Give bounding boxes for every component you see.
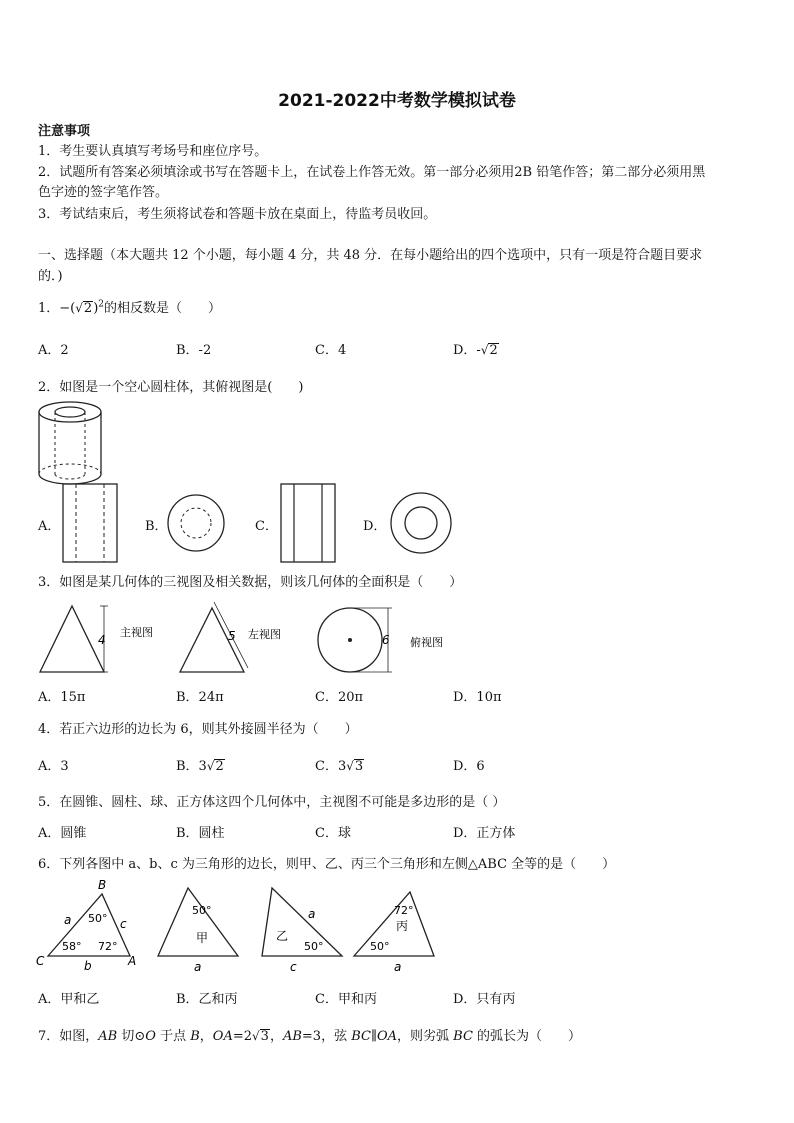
bing-left-angle-label: 50° [370, 940, 390, 953]
q7-text: ， [199, 1029, 213, 1044]
q4-option-b: B．3√2 [176, 759, 224, 774]
side-b-label: b [84, 959, 92, 973]
q6-triangle-bing [348, 880, 440, 976]
q7-var: AB [98, 1029, 118, 1044]
q7-text: 7．如图， [38, 1029, 99, 1044]
q7-var: OA [212, 1029, 233, 1044]
hollow-cylinder-figure [34, 398, 106, 490]
q1-option-d-radicand: 2 [489, 343, 498, 358]
jia-angle-label: 50° [192, 904, 212, 917]
question-1: 1．$-(√2)^2$的相反数是（ ） [38, 299, 222, 316]
notice-item: 3．考试结束后，考生须将试卷和答题卡放在桌面上，待监考员收回。 [38, 207, 437, 222]
q7-var: OA [376, 1029, 398, 1044]
q2-option-a-label: A． [38, 519, 61, 534]
q1-option-d-label: D．- [453, 343, 481, 358]
q7-text: 于点 [155, 1029, 191, 1044]
angle-a-label: 72° [98, 940, 118, 953]
q1-expr: −( [59, 301, 76, 316]
question-4: 4．若正六边形的边长为 6，则其外接圆半径为（ ） [38, 722, 358, 737]
q5-option-b: B．圆柱 [176, 826, 225, 841]
q6-triangle-yi [256, 880, 348, 976]
q7-var: B [190, 1029, 200, 1044]
q7-var: AB [282, 1029, 302, 1044]
jia-name-label: 甲 [196, 931, 209, 945]
q2-option-b-label: B． [145, 519, 168, 534]
q3-option-d: D．10π [453, 690, 502, 705]
q2-option-a-figure [60, 482, 120, 564]
q7-text: ， [269, 1029, 283, 1044]
question-6: 6．下列各图中 a、b、c 为三角形的边长，则甲、乙、丙三个三角形和左侧△ABC 全等的是（ ） [38, 857, 616, 872]
q1-option-a: A．2 [38, 343, 69, 358]
q6-option-c: C．甲和丙 [315, 992, 377, 1007]
vertex-a-label: A [128, 954, 137, 968]
q3-option-a: A．15π [38, 690, 86, 705]
q3-front-view-figure [36, 600, 166, 676]
q4-option-c-radicand: 3 [354, 759, 364, 774]
notice-item: 色字迹的签字笔作答。 [38, 185, 169, 200]
q3-left-slant: 5 [228, 629, 236, 643]
q3-front-label: 主视图 [120, 626, 153, 639]
yi-side-c-label: c [290, 960, 297, 974]
section-heading-cont: 的．) [38, 269, 63, 284]
q4-option-b-radicand: 2 [215, 759, 224, 774]
bing-side-label: a [394, 960, 402, 974]
q1-option-d: D．-√2 [453, 343, 498, 358]
q3-front-height: 4 [98, 633, 106, 647]
q6-option-b: B．乙和丙 [176, 992, 238, 1007]
q7-text: 切⊙ [117, 1029, 146, 1044]
angle-b-label: 50° [88, 912, 108, 925]
vertex-c-label: C [36, 954, 45, 968]
side-c-label: c [120, 917, 127, 931]
q6-triangle-abc [34, 876, 146, 974]
angle-c-label: 58° [62, 940, 82, 953]
bing-name-label: 丙 [396, 919, 409, 933]
q1-option-c: C．4 [315, 343, 347, 358]
q5-option-d: D．正方体 [453, 826, 516, 841]
q7-text: =2 [232, 1029, 252, 1044]
q4-option-d: D．6 [453, 759, 485, 774]
q3-option-c: C．20π [315, 690, 364, 705]
question-7: 7．如图，AB 切⊙O 于点 B，OA=2√3，AB=3，弦 BC∥OA，则劣弧 BC 的弧长为（ ） [38, 1029, 582, 1044]
q7-var: BC [351, 1029, 371, 1044]
section-heading: 一、选择题（本大题共 12 个小题，每小题 4 分，共 48 分．在每小题给出的四个选项中，只有一项是符合题目要求 [38, 248, 703, 263]
q2-option-d-label: D． [363, 519, 387, 534]
notice-item: 1．考生要认真填写考场号和座位序号。 [38, 144, 268, 159]
q1-paren: ) [93, 301, 99, 316]
yi-name-label: 乙 [276, 929, 289, 943]
question-3: 3．如图是某几何体的三视图及相关数据，则该几何体的全面积是（ ） [38, 575, 463, 590]
q2-option-d-figure [388, 490, 454, 556]
q5-option-c: C．球 [315, 826, 351, 841]
yi-side-a-label: a [308, 907, 316, 921]
q1-text: 的相反数是（ ） [104, 301, 222, 316]
q6-option-d: D．只有丙 [453, 992, 516, 1007]
q2-option-c-label: C． [255, 519, 278, 534]
q3-left-label: 左视图 [248, 628, 281, 641]
question-2: 2．如图是一个空心圆柱体，其俯视图是( ) [38, 380, 304, 395]
page-title: 2021-2022中考数学模拟试卷 [278, 91, 516, 111]
q7-text: ，则劣弧 [397, 1029, 454, 1044]
q1-radicand: 2 [83, 301, 93, 316]
q7-var: O [145, 1029, 156, 1044]
notice-heading: 注意事项 [38, 124, 91, 139]
q1-power: 2 [98, 299, 104, 310]
q4-option-a: A．3 [38, 759, 69, 774]
q3-left-view-figure [176, 600, 296, 676]
bing-top-angle-label: 72° [394, 904, 414, 917]
question-5: 5．在圆锥、圆柱、球、正方体这四个几何体中，主视图不可能是多边形的是（ ） [38, 795, 506, 810]
q4-option-c: C．3√3 [315, 759, 364, 774]
q5-option-a: A．圆锥 [38, 826, 87, 841]
q6-option-a: A．甲和乙 [38, 992, 100, 1007]
q7-text: =3，弦 [301, 1029, 352, 1044]
q3-option-b: B．24π [176, 690, 224, 705]
vertex-b-label: B [98, 878, 107, 892]
q2-option-c-figure [278, 482, 338, 564]
q1-option-b: B．-2 [176, 343, 212, 358]
q1-number: 1． [38, 301, 60, 316]
q3-top-label: 俯视图 [410, 636, 443, 649]
q3-top-diameter: 6 [382, 633, 390, 647]
side-a-label: a [64, 913, 72, 927]
q7-text: 的弧长为（ ） [472, 1029, 582, 1044]
q7-radicand: 3 [260, 1029, 269, 1044]
jia-side-label: a [194, 960, 202, 974]
q3-top-view-figure [312, 600, 450, 676]
notice-item: 2．试题所有答案必须填涂或书写在答题卡上，在试卷上作答无效。第一部分必须用2B 铅笔作答；第二部分必须用黑 [38, 165, 706, 180]
yi-angle-label: 50° [304, 940, 324, 953]
q6-triangle-jia [152, 880, 244, 976]
q4-option-c-label: C．3 [315, 759, 347, 774]
q7-text: ∥ [370, 1029, 377, 1044]
q2-option-b-figure [165, 492, 227, 554]
q7-var: BC [453, 1029, 473, 1044]
q4-option-b-label: B．3 [176, 759, 207, 774]
